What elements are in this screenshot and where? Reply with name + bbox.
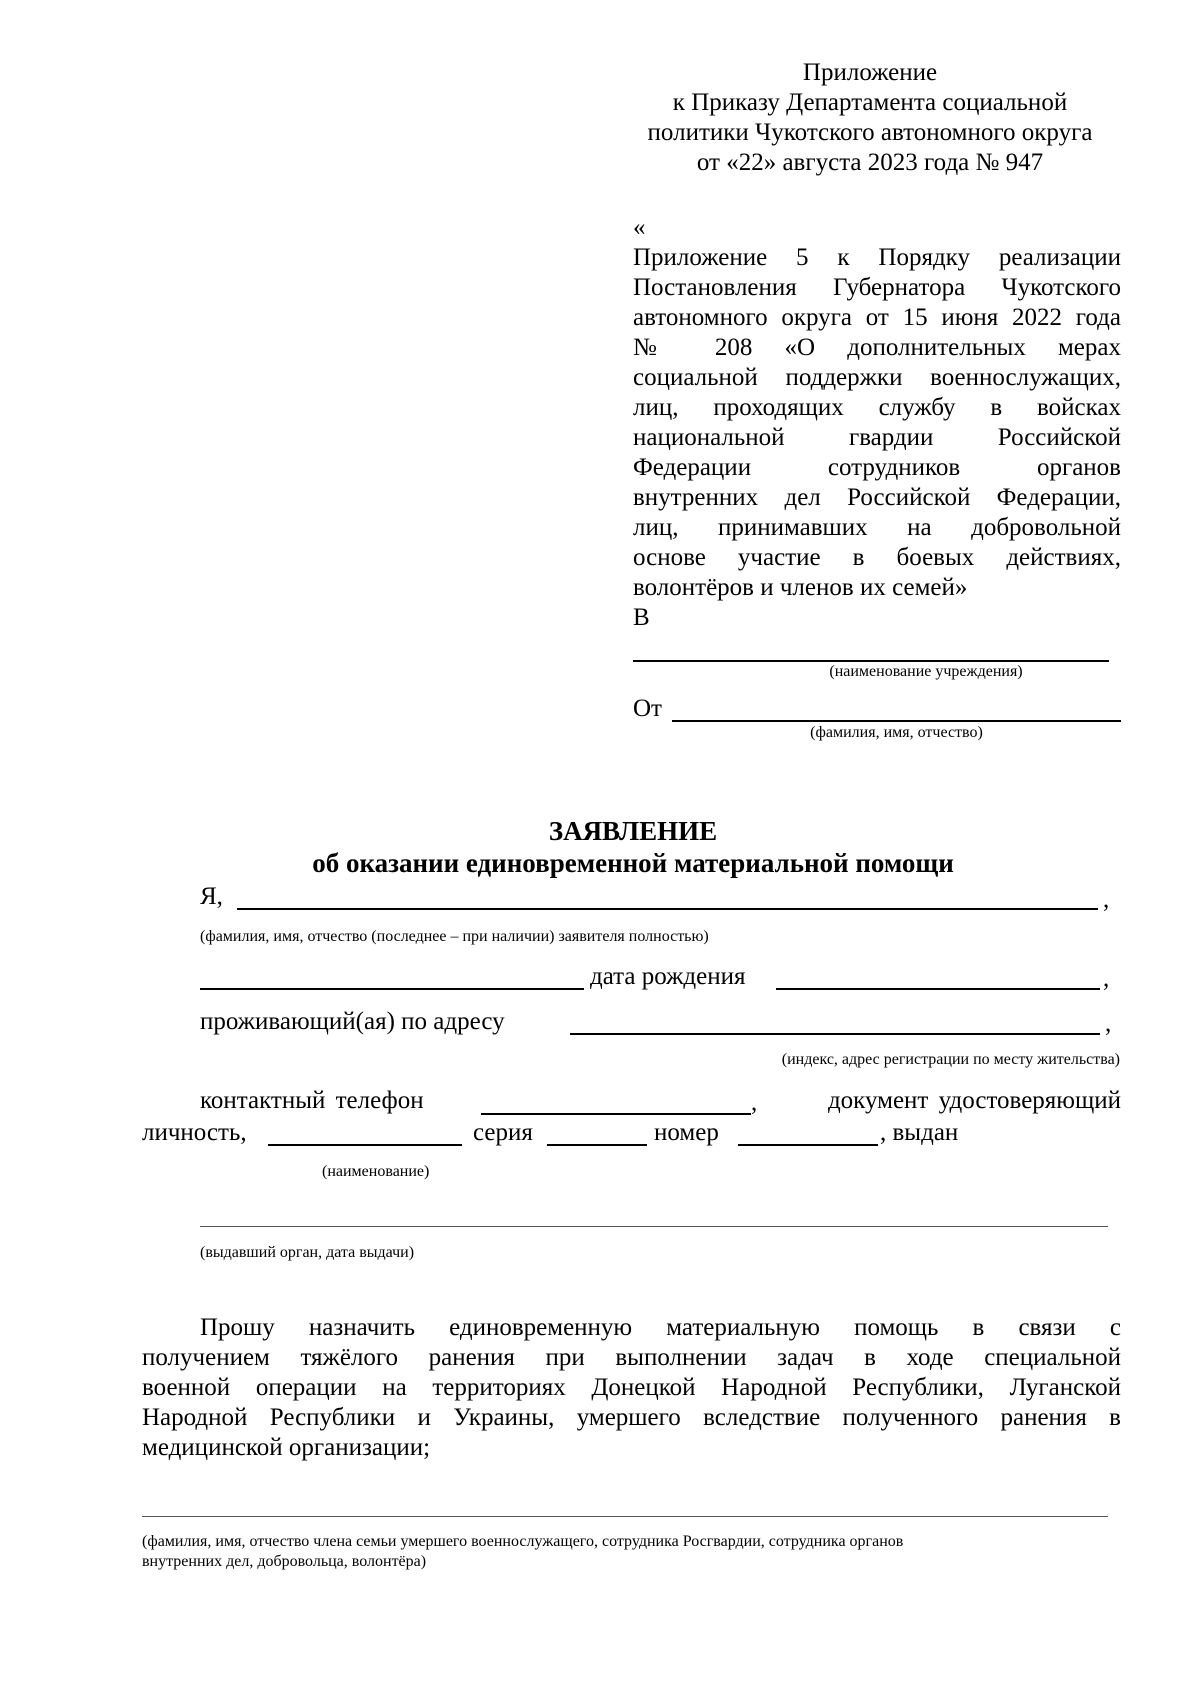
identity-label: личность,: [142, 1119, 247, 1146]
from-fio-field[interactable]: [672, 720, 1121, 722]
fio-caption: (фамилия, имя, отчество): [810, 724, 983, 741]
appendix-line: Постановления Губернатора Чукотского: [633, 274, 1121, 301]
request-line: Прошу назначить единовременную материальную помощь в связи с: [200, 1314, 1121, 1341]
request-line: получением тяжёлого ранения при выполнении задач в ходе специальной: [142, 1344, 1121, 1371]
appendix-line: автономного округа от 15 июня 2022 года: [633, 304, 1121, 331]
from-label: От: [633, 695, 662, 722]
request-line: Народной Республики и Украины, умершего вследствие полученного ранения в: [142, 1404, 1121, 1431]
appendix-line: волонтёров и членов их семей»: [633, 574, 968, 601]
document-title: ЗАЯВЛЕНИЕ: [548, 816, 718, 846]
number-label: номер: [654, 1119, 719, 1146]
address-field[interactable]: [570, 1033, 1100, 1035]
header-block: [620, 58, 1120, 178]
family-caption: [142, 1532, 1132, 1572]
appendix-line: лиц, проходящих службу в войсках: [633, 394, 1121, 421]
appendix-line: основе участие в боевых действиях,: [633, 544, 1121, 571]
comma: ,: [1103, 965, 1110, 992]
appendix-line: Федерации сотрудников органов: [633, 454, 1121, 481]
appendix-line: лиц, принимавших на добровольной: [633, 514, 1121, 541]
header-line: к Приказу Департамента социальной: [672, 89, 1068, 116]
to-label: В: [633, 604, 650, 631]
applicant-name-field[interactable]: [237, 908, 1098, 910]
issued-label: , выдан: [880, 1119, 959, 1146]
appendix-line: № 208 «О дополнительных мерах: [633, 334, 1121, 361]
institution-caption: (наименование учреждения): [829, 663, 1023, 680]
request-paragraph: [142, 1313, 1121, 1463]
header-line: Приложение: [802, 59, 938, 86]
name-caption: (наименование): [322, 1163, 430, 1180]
address-label: проживающий(ая) по адресу: [200, 1008, 505, 1035]
header-line: политики Чукотского автономного округа: [647, 119, 1093, 146]
appendix-line: Приложение 5 к Порядку реализации: [633, 244, 1121, 271]
appendix-line: внутренних дел Российской Федерации,: [633, 484, 1121, 511]
appendix-block: [633, 213, 1121, 633]
request-line: медицинской организации;: [142, 1434, 431, 1461]
document-label: документ удостоверяющий: [827, 1087, 1121, 1114]
quote-open: «: [633, 214, 646, 241]
series-label: серия: [473, 1119, 533, 1146]
applicant-caption: (фамилия, имя, отчество (последнее – при наличии) заявителя полностью): [200, 928, 709, 945]
number-field[interactable]: [738, 1144, 878, 1146]
document-subtitle: об оказании единовременной материальной помощи: [312, 848, 954, 878]
request-line: военной операции на территориях Донецкой Народной Республики, Луганской: [142, 1374, 1121, 1401]
document-type-field[interactable]: [268, 1144, 462, 1146]
comma: ,: [751, 1089, 758, 1116]
birth-date-field[interactable]: [776, 988, 1100, 990]
phone-field[interactable]: [481, 1113, 751, 1115]
phone-label: контактный телефон: [200, 1087, 424, 1114]
i-label: Я,: [200, 883, 223, 910]
family-caption-line: (фамилия, имя, отчество члена семьи умершего военнослужащего, сотрудника Росгвардии, сотрудника органов: [142, 1533, 904, 1550]
family-member-field[interactable]: [142, 1516, 1108, 1517]
series-field[interactable]: [547, 1144, 647, 1146]
birth-label: дата рождения: [590, 963, 746, 990]
issuer-field[interactable]: [200, 1226, 1108, 1227]
applicant-extra-field[interactable]: [200, 988, 584, 990]
header-line: от «22» августа 2023 года № 947: [696, 149, 1044, 176]
appendix-line: национальной гвардии Российской: [633, 424, 1121, 451]
appendix-line: социальной поддержки военнослужащих,: [633, 364, 1121, 391]
comma: ,: [1103, 886, 1110, 913]
issuer-caption: (выдавший орган, дата выдачи): [200, 1244, 415, 1261]
comma: ,: [1105, 1010, 1112, 1037]
address-caption: (индекс, адрес регистрации по месту жительства): [781, 1051, 1120, 1068]
family-caption-line: внутренних дел, добровольца, волонтёра): [142, 1553, 427, 1570]
